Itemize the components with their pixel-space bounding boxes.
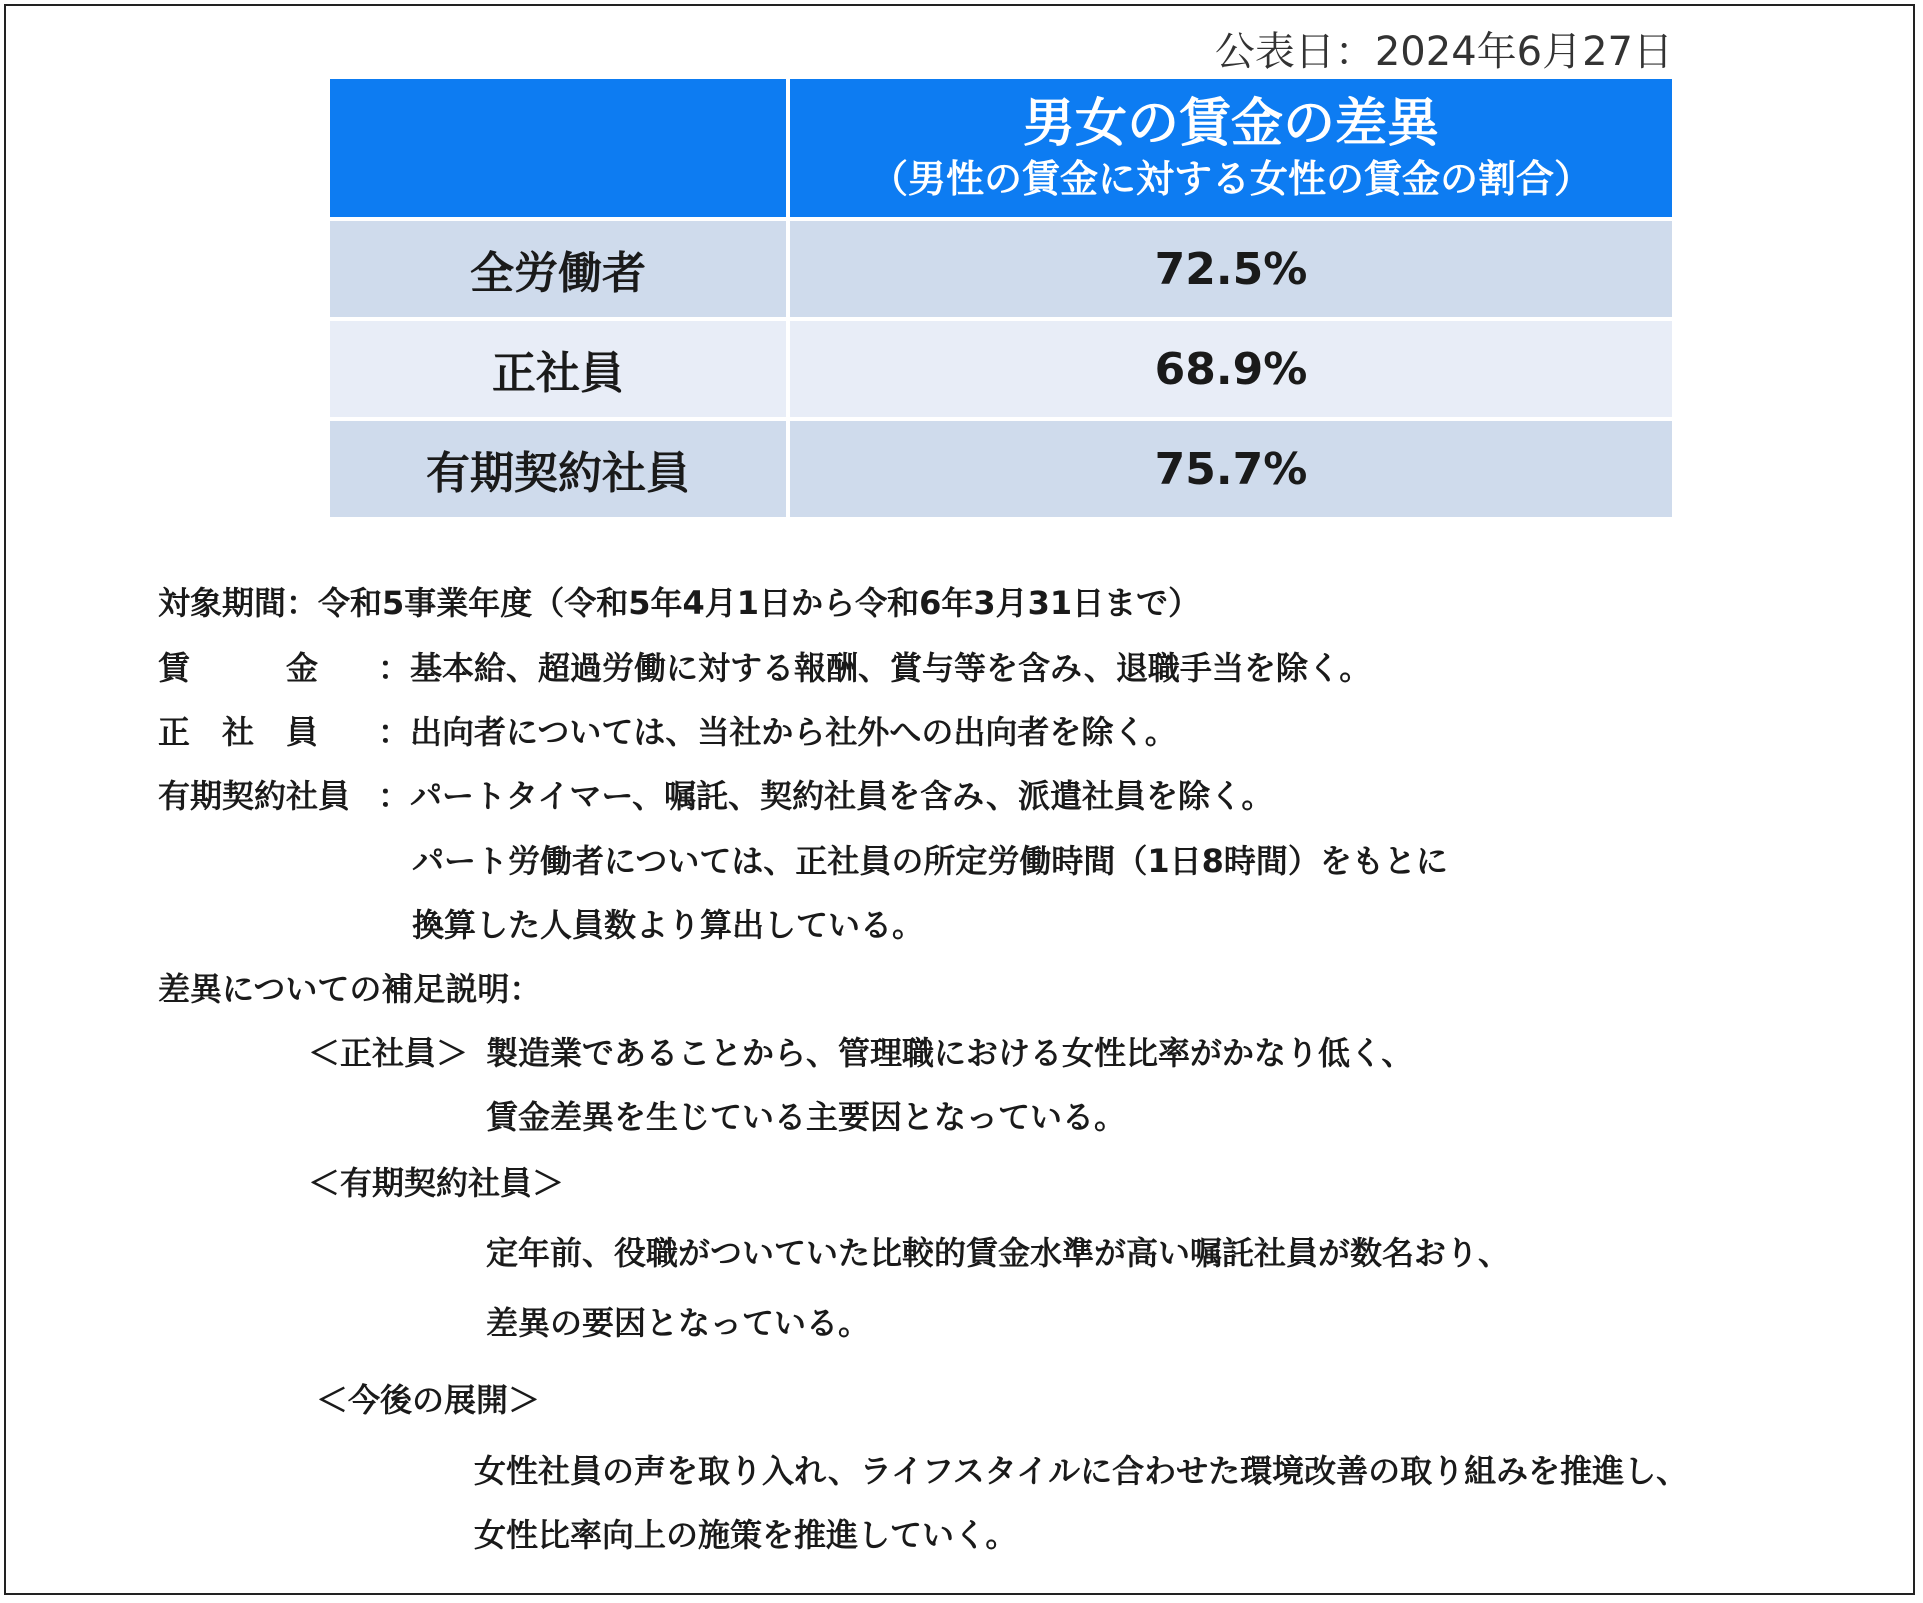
row-label: 有期契約社員 [328,419,788,519]
table-row [328,319,1674,419]
wage-note-text: ：基本給、超過労働に対する報酬、賞与等を含み、退職手当を除く。 [378,649,1372,687]
supplement-heading: 差異についての補足説明： [158,970,542,1008]
period-note: 対象期間：令和5事業年度（令和5年4月1日から令和6年3月31日まで） [158,584,1201,622]
regular-explanation-1: 製造業であることから、管理職における女性比率がかなり低く、 [486,1034,1414,1072]
table-header-row [328,77,1674,219]
table-row [328,219,1674,319]
fixed-explanation-2: 差異の要因となっている。 [486,1304,871,1342]
row-label: 正社員 [328,319,788,419]
row-label: 全労働者 [328,219,788,319]
regular-tag: ＜正社員＞ [308,1034,469,1072]
regular-note-text: ：出向者については、当社から社外への出向者を除く。 [378,713,1177,751]
row-value: 75.7% [788,419,1674,519]
table-title: 男女の賃金の差異 [1022,94,1439,154]
header-empty-cell [328,77,788,219]
table-subtitle: （男性の賃金に対する女性の賃金の割合） [869,157,1592,201]
wage-gap-table [326,75,1676,521]
future-line-2: 女性比率向上の施策を推進していく。 [474,1516,1018,1554]
fixed-note-line3: 換算した人員数より算出している。 [412,906,925,944]
fixed-note-line2: パート労働者については、正社員の所定労働時間（1日8時間）をもとに [412,842,1448,880]
publish-date: 公表日：2024年6月27日 [1214,29,1673,75]
fixed-note-key: 有期契約社員 [158,777,351,815]
wage-note-key: 賃 金 [158,649,319,687]
future-line-1: 女性社員の声を取り入れ、ライフスタイルに合わせた環境改善の取り組みを推進し、 [474,1452,1689,1490]
table-row [328,419,1674,519]
fixed-note-text: ：パートタイマー、嘱託、契約社員を含み、派遣社員を除く。 [378,777,1274,815]
fixed-explanation-1: 定年前、役職がついていた比較的賃金水準が高い嘱託社員が数名おり、 [486,1234,1511,1272]
regular-explanation-2: 賃金差異を生じている主要因となっている。 [486,1098,1127,1136]
header-cell [788,77,1674,219]
future-tag: ＜今後の展開＞ [316,1381,541,1419]
fixed-tag: ＜有期契約社員＞ [308,1164,565,1202]
row-value: 72.5% [788,219,1674,319]
regular-note-key: 正 社 員 [158,713,319,751]
row-value: 68.9% [788,319,1674,419]
